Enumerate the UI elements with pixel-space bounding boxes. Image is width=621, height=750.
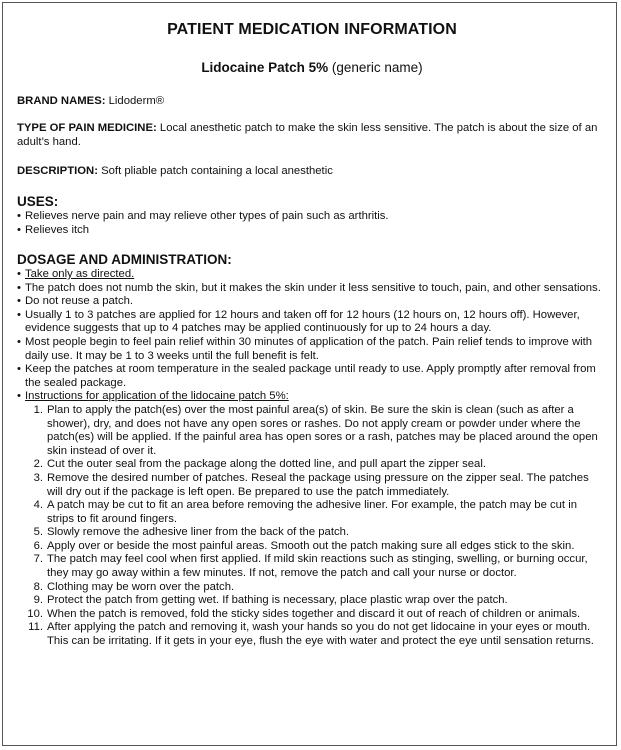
step-number: 8. — [33, 580, 43, 593]
pain-medicine-type-value: Local anesthetic patch to make the skin less sensitive. The patch is about the size of an adult’s hand. — [17, 122, 598, 148]
dosage-heading: DOSAGE AND ADMINISTRATION: — [17, 252, 232, 267]
step-text: A patch may be cut to fit an area before removing the adhesive liner. For example, the patch may be cut in strips to fit around fingers. — [47, 499, 577, 525]
list-item: • Relieves nerve pain and may relieve other types of pain such as arthritis. — [17, 210, 607, 224]
list-item: • Relieves itch — [17, 224, 607, 238]
pain-medicine-type-section — [17, 122, 607, 150]
dosage-list — [17, 268, 607, 404]
step-item — [23, 608, 607, 622]
step-item — [23, 540, 607, 554]
step-text: Plan to apply the patch(es) over the most painful area(s) of skin. Be sure the skin is clean (such as after a shower), dry, and does not have any open sores or rashes. Do not apply cream or powder under where the patch(es) will be applied. If the painful area has open sores or a rash, patches may be placed around the open skin instead of over it. — [47, 403, 598, 457]
step-item — [23, 581, 607, 595]
step-number: 3. — [33, 471, 43, 484]
drug-subtitle — [17, 60, 607, 75]
step-text: The patch may feel cool when first applied. If mild skin reactions such as stinging, swelling, or burning occur, they may go away within a few minutes. If not, remove the patch and call your nurse or doctor. — [47, 553, 588, 580]
step-text: Apply over or beside the most painful areas. Smooth out the patch making sure all edges stick to the skin. — [47, 539, 575, 552]
step-number: 11. — [28, 621, 43, 634]
pain-medicine-type-label: TYPE OF PAIN MEDICINE: — [17, 122, 157, 134]
step-text: Clothing may be worn over the patch. — [47, 580, 235, 593]
list-item: • The patch does not numb the skin, but it makes the skin under it less sensitive to touch, pain, and other sensations. — [17, 282, 607, 296]
step-number: 6. — [33, 539, 43, 552]
step-item — [23, 594, 607, 608]
step-number: 5. — [33, 526, 43, 539]
brand-names-section — [17, 95, 607, 109]
step-number: 7. — [33, 553, 43, 566]
step-item — [23, 553, 607, 580]
step-text: After applying the patch and removing it, wash your hands so you do not get lidocaine in your eyes or mouth. This can be irritating. If it gets in your eye, flush the eye with water and protect the eye until sensation returns. — [47, 621, 594, 648]
step-item — [23, 621, 607, 648]
description-label: DESCRIPTION: — [17, 165, 98, 177]
brand-names-label: BRAND NAMES: — [17, 95, 106, 107]
step-number: 1. — [33, 403, 43, 416]
step-text: Remove the desired number of patches. Reseal the package using pressure on the zipper seal. The patches will dry out if the package is left open. Be prepared to use the patch immediately. — [47, 471, 589, 498]
step-number: 2. — [33, 458, 43, 471]
list-item: • Do not reuse a patch. — [17, 295, 607, 309]
list-item — [17, 390, 607, 404]
description-section — [17, 165, 607, 179]
uses-heading: USES: — [17, 194, 59, 209]
uses-section — [17, 194, 607, 237]
instructions-heading-text: Instructions for application of the lidocaine patch 5%: — [25, 390, 289, 403]
uses-list — [17, 210, 607, 237]
step-text: Slowly remove the adhesive liner from the back of the patch. — [47, 526, 350, 539]
document-title: PATIENT MEDICATION INFORMATION — [167, 21, 457, 38]
step-item — [23, 526, 607, 540]
list-item — [17, 268, 607, 282]
step-text: When the patch is removed, fold the sticky sides together and discard it out of reach of children or animals. — [47, 607, 581, 620]
list-item: • Most people begin to feel pain relief within 30 minutes of application of the patch. Pain relief tends to improve with daily use. It may be 1 to 3 weeks until the full benefit is felt. — [17, 336, 607, 363]
step-number: 4. — [33, 499, 43, 512]
dosage-section — [17, 252, 607, 649]
step-item — [23, 499, 607, 526]
step-item — [23, 404, 607, 458]
list-item: • Keep the patches at room temperature in the sealed package until ready to use. Apply promptly after removal from the sealed package. — [17, 363, 607, 390]
document-page — [2, 2, 617, 746]
step-number: 9. — [33, 594, 43, 607]
generic-name-note: (generic name) — [331, 60, 423, 75]
list-item: • Usually 1 to 3 patches are applied for 12 hours and taken off for 12 hours (12 hours on, 12 hours off). However, evidence suggests that up to 4 patches may be applied continuously for up to 24 hours a day. — [17, 309, 607, 336]
step-text: Protect the patch from getting wet. If bathing is necessary, place plastic wrap over the patch. — [47, 594, 508, 607]
step-number: 10. — [27, 607, 43, 620]
application-steps-list — [23, 404, 607, 649]
drug-name: Lidocaine Patch 5% — [201, 60, 329, 75]
step-text: Cut the outer seal from the package along the dotted line, and pull apart the zipper seal. — [47, 458, 486, 471]
step-item — [23, 458, 607, 472]
take-as-directed-text: Take only as directed. — [25, 268, 135, 280]
brand-names-value: Lidoderm® — [108, 95, 165, 107]
description-value: Soft pliable patch containing a local anesthetic — [101, 165, 333, 177]
step-item — [23, 472, 607, 499]
